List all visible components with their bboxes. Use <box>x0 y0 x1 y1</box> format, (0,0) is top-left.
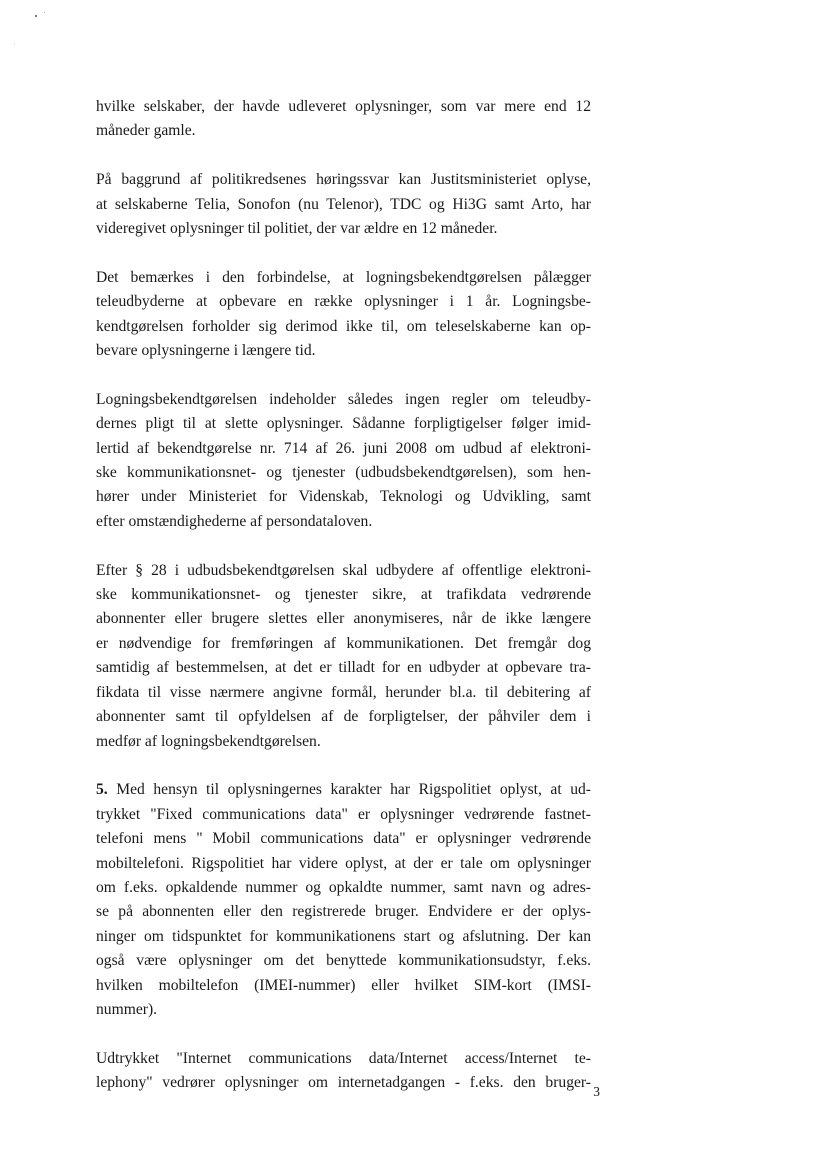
text-line: om f.eks. opkaldende nummer og opkaldte nummer, samt navn og adres- <box>96 878 591 896</box>
text-line: se på abonnenten eller den registrerede bruger. Endvidere er der oplys- <box>96 903 591 921</box>
text-line: er nødvendige for fremføringen af kommunikationen. Det fremgår dog <box>96 634 591 652</box>
paragraph-1 <box>96 95 591 144</box>
paragraph-5 <box>96 559 591 754</box>
text-line: Logningsbekendtgørelsen indeholder således ingen regler om teleudby- <box>96 390 591 408</box>
text-line: kendtgørelsen forholder sig derimod ikke til, om teleselskaberne kan op- <box>96 317 591 335</box>
text-line: teleudbyderne at opbevare en række oplysninger i 1 år. Logningsbe- <box>96 293 591 311</box>
text-line: samtidig af bestemmelsen, at det er tilladt for en udbyder at opbevare tra- <box>96 659 591 677</box>
text-line: På baggrund af politikredsenes høringssvar kan Justitsministeriet oplyse, <box>96 171 591 189</box>
text-line: måneder gamle. <box>96 122 196 140</box>
paragraph-3 <box>96 266 591 364</box>
text-line: bevare oplysningerne i længere tid. <box>96 342 316 360</box>
text-line: efter omstændighederne af persondataloven. <box>96 512 373 530</box>
text-line: Udtrykket "Internet communications data/Internet access/Internet te- <box>96 1049 591 1067</box>
text-line: telefoni mens " Mobil communications data" er oplysninger vedrørende <box>96 830 591 848</box>
paragraph-2 <box>96 168 591 241</box>
text-line: ske kommunikationsnet- og tjenester (udbudsbekendtgørelsen), som hen- <box>96 464 591 482</box>
scan-speck <box>35 15 37 17</box>
text-line: dernes pligt til at slette oplysninger. Sådanne forpligtigelser følger imid- <box>96 415 591 433</box>
text-line: lephony" vedrører oplysninger om internetadgangen - f.eks. den bruger- <box>96 1074 591 1092</box>
text-line: også være oplysninger om det benyttede kommunikationsudstyr, f.eks. <box>96 952 591 970</box>
text-line: ske kommunikationsnet- og tjenester sikre, at trafikdata vedrørende <box>96 586 591 604</box>
scan-speck <box>14 44 15 45</box>
paragraph-6 <box>96 778 591 1022</box>
text-line: hvilke selskaber, der havde udleveret oplysninger, som var mere end 12 <box>96 98 591 115</box>
text-line: hvilken mobiltelefon (IMEI-nummer) eller hvilket SIM-kort (IMSI- <box>96 976 591 994</box>
page-number: 3 <box>593 1084 600 1099</box>
scan-speck <box>44 12 45 13</box>
text-line <box>96 778 591 802</box>
paragraph-7 <box>96 1047 591 1096</box>
text-line: medfør af logningsbekendtgørelsen. <box>96 732 321 750</box>
paragraph-4 <box>96 388 591 534</box>
text-line: videregivet oplysninger til politiet, der var ældre en 12 måneder. <box>96 220 498 238</box>
text-line: nummer). <box>96 1000 158 1018</box>
text-line: hører under Ministeriet for Videnskab, Teknologi og Udvikling, samt <box>96 488 591 506</box>
text-line: abonnenter samt til opfyldelsen af de forpligtelser, der påhviler dem i <box>96 708 591 726</box>
body-text <box>96 95 591 1096</box>
text-line: mobiltelefoni. Rigspolitiet har videre oplyst, at der er tale om oplysninger <box>96 854 591 872</box>
text-fragment: Med hensyn til oplysningernes karakter har Rigspolitiet oplyst, at ud- <box>107 781 591 799</box>
text-line: trykket "Fixed communications data" er oplysninger vedrørende fastnet- <box>96 805 591 823</box>
text-line: abonnenter eller brugere slettes eller anonymiseres, når de ikke længere <box>96 610 591 628</box>
section-number: 5. <box>96 781 108 799</box>
text-line: lertid af bekendtgørelse nr. 714 af 26. juni 2008 om udbud af elektroni- <box>96 439 591 457</box>
text-line: ninger om tidspunktet for kommunikationens start og afslutning. Der kan <box>96 927 591 945</box>
text-line: Det bemærkes i den forbindelse, at logningsbekendtgørelsen pålægger <box>96 268 591 286</box>
text-line: at selskaberne Telia, Sonofon (nu Telenor), TDC og Hi3G samt Arto, har <box>96 195 591 213</box>
text-line: Efter § 28 i udbudsbekendtgørelsen skal udbydere af offentlige elektroni- <box>96 561 591 579</box>
text-line: fikdata til visse nærmere angivne formål, herunder bl.a. til debitering af <box>96 683 591 701</box>
